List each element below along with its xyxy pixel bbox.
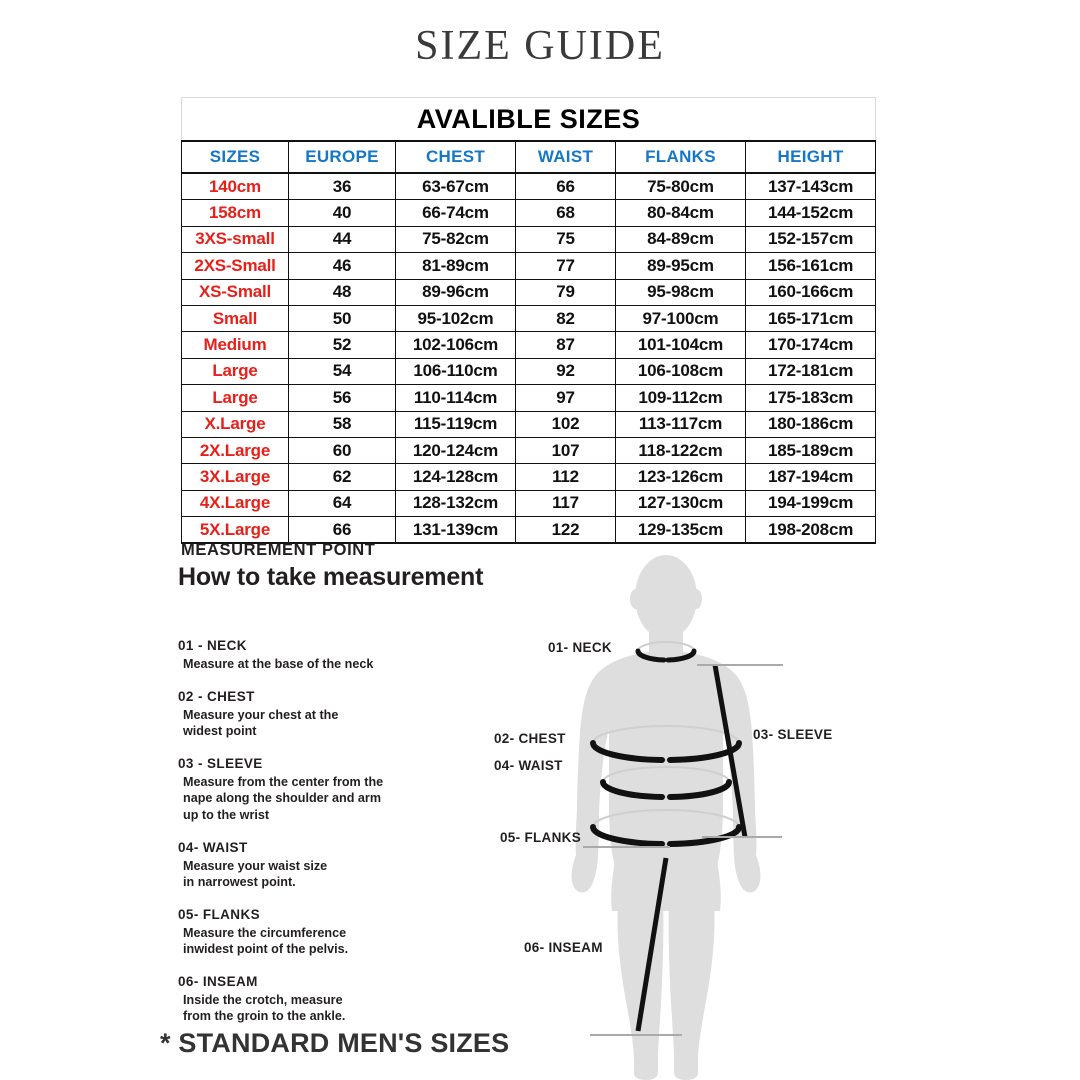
- cell-chest: 89-96cm: [396, 279, 516, 305]
- cell-height: 172-181cm: [746, 358, 876, 384]
- table-row: [182, 385, 876, 411]
- cell-europe: 44: [289, 226, 396, 252]
- cell-flanks: 97-100cm: [616, 305, 746, 331]
- cell-europe: 36: [289, 173, 396, 200]
- cell-height: 152-157cm: [746, 226, 876, 252]
- cell-chest: 81-89cm: [396, 253, 516, 279]
- cell-flanks: 106-108cm: [616, 358, 746, 384]
- measurement-item-title: 01 - NECK: [178, 638, 247, 653]
- column-header-waist: WAIST: [516, 141, 616, 173]
- cell-height: 187-194cm: [746, 464, 876, 490]
- measurement-item-title: 04- WAIST: [178, 839, 248, 855]
- figure-label-neck: 01- NECK: [548, 640, 612, 655]
- size-table-container: [181, 97, 875, 544]
- table-row: [182, 173, 876, 200]
- table-row: [182, 305, 876, 331]
- figure-label-sleeve: 03- SLEEVE: [753, 727, 833, 742]
- measurement-item: [178, 638, 478, 672]
- body-silhouette-svg: [470, 555, 900, 1080]
- cell-waist: 102: [516, 411, 616, 437]
- cell-waist: 79: [516, 279, 616, 305]
- measurement-item-description: Measure your chest at the widest point: [183, 708, 339, 739]
- cell-chest: 66-74cm: [396, 200, 516, 226]
- table-row: [182, 437, 876, 463]
- figure-label-chest: 02- CHEST: [494, 731, 566, 746]
- measurement-instruction-list: [178, 638, 478, 1041]
- cell-europe: 64: [289, 490, 396, 516]
- cell-height: 137-143cm: [746, 173, 876, 200]
- table-caption: AVALIBLE SIZES: [182, 98, 876, 142]
- cell-europe: 52: [289, 332, 396, 358]
- cell-chest: 95-102cm: [396, 305, 516, 331]
- page-title: SIZE GUIDE: [415, 23, 665, 69]
- cell-size: 2XS-Small: [182, 253, 289, 279]
- body-figure: [470, 555, 900, 1080]
- table-row: [182, 358, 876, 384]
- figure-label-inseam: 06- INSEAM: [524, 940, 603, 955]
- measurement-item-title: 05- FLANKS: [178, 906, 261, 922]
- measurement-item: [178, 689, 478, 739]
- cell-europe: 54: [289, 358, 396, 384]
- column-header-height: HEIGHT: [746, 141, 876, 173]
- cell-flanks: 113-117cm: [616, 411, 746, 437]
- cell-height: 185-189cm: [746, 437, 876, 463]
- column-header-europe: EUROPE: [289, 141, 396, 173]
- measurement-item-title: 02 - CHEST: [178, 689, 255, 705]
- cell-europe: 62: [289, 464, 396, 490]
- how-to-take-measurement-heading: How to take measurement: [178, 563, 484, 591]
- cell-size: 158cm: [182, 200, 289, 226]
- cell-size: Small: [182, 305, 289, 331]
- column-header-chest: CHEST: [396, 141, 516, 173]
- measurement-item-description: Measure from the center from the nape along the shoulder and arm up to the wrist: [183, 775, 384, 822]
- cell-waist: 77: [516, 253, 616, 279]
- table-row: [182, 411, 876, 437]
- measurement-item-description: Inside the crotch, measure from the groin to the ankle.: [183, 993, 346, 1024]
- table-row: [182, 332, 876, 358]
- cell-chest: 124-128cm: [396, 464, 516, 490]
- body-shape: [572, 555, 761, 1080]
- cell-waist: 75: [516, 226, 616, 252]
- cell-flanks: 118-122cm: [616, 437, 746, 463]
- cell-size: Large: [182, 358, 289, 384]
- table-row: [182, 464, 876, 490]
- cell-waist: 82: [516, 305, 616, 331]
- cell-height: 170-174cm: [746, 332, 876, 358]
- cell-waist: 92: [516, 358, 616, 384]
- table-header-row: [182, 141, 876, 173]
- cell-height: 144-152cm: [746, 200, 876, 226]
- cell-chest: 102-106cm: [396, 332, 516, 358]
- table-row: [182, 226, 876, 252]
- cell-waist: 97: [516, 385, 616, 411]
- cell-size: 4X.Large: [182, 490, 289, 516]
- cell-flanks: 109-112cm: [616, 385, 746, 411]
- cell-height: 194-199cm: [746, 490, 876, 516]
- cell-flanks: 123-126cm: [616, 464, 746, 490]
- cell-waist: 68: [516, 200, 616, 226]
- cell-flanks: 101-104cm: [616, 332, 746, 358]
- cell-chest: 120-124cm: [396, 437, 516, 463]
- measurement-item: [178, 974, 478, 1024]
- measurement-item-description: Measure at the base of the neck: [183, 657, 374, 671]
- cell-flanks: 95-98cm: [616, 279, 746, 305]
- cell-size: 5X.Large: [182, 517, 289, 544]
- cell-height: 175-183cm: [746, 385, 876, 411]
- cell-height: 156-161cm: [746, 253, 876, 279]
- measurement-item: [178, 907, 478, 957]
- cell-chest: 75-82cm: [396, 226, 516, 252]
- cell-flanks: 84-89cm: [616, 226, 746, 252]
- table-row: [182, 279, 876, 305]
- cell-flanks: 89-95cm: [616, 253, 746, 279]
- cell-waist: 107: [516, 437, 616, 463]
- cell-europe: 48: [289, 279, 396, 305]
- cell-size: 3X.Large: [182, 464, 289, 490]
- measurement-item: [178, 840, 478, 890]
- cell-europe: 56: [289, 385, 396, 411]
- cell-chest: 106-110cm: [396, 358, 516, 384]
- column-header-flanks: FLANKS: [616, 141, 746, 173]
- measurement-item-description: Measure your waist size in narrowest point.: [183, 858, 328, 889]
- measurement-item-title: 06- INSEAM: [178, 974, 258, 990]
- cell-europe: 40: [289, 200, 396, 226]
- table-caption-row: [182, 98, 876, 142]
- table-row: [182, 490, 876, 516]
- size-table: [181, 97, 876, 544]
- figure-label-flanks: 05- FLANKS: [500, 830, 582, 845]
- cell-height: 160-166cm: [746, 279, 876, 305]
- cell-europe: 60: [289, 437, 396, 463]
- cell-height: 180-186cm: [746, 411, 876, 437]
- cell-europe: 58: [289, 411, 396, 437]
- standard-mens-sizes-footnote: * STANDARD MEN'S SIZES: [160, 1028, 510, 1058]
- cell-chest: 131-139cm: [396, 517, 516, 544]
- cell-waist: 117: [516, 490, 616, 516]
- cell-size: Medium: [182, 332, 289, 358]
- cell-chest: 115-119cm: [396, 411, 516, 437]
- cell-size: 3XS-small: [182, 226, 289, 252]
- cell-size: Large: [182, 385, 289, 411]
- cell-flanks: 127-130cm: [616, 490, 746, 516]
- cell-europe: 46: [289, 253, 396, 279]
- cell-chest: 110-114cm: [396, 385, 516, 411]
- table-row: [182, 517, 876, 544]
- measurement-point-kicker: MEASUREMENT POINT: [181, 541, 376, 559]
- table-row: [182, 253, 876, 279]
- cell-flanks: 75-80cm: [616, 173, 746, 200]
- cell-height: 165-171cm: [746, 305, 876, 331]
- cell-flanks: 129-135cm: [616, 517, 746, 544]
- cell-waist: 87: [516, 332, 616, 358]
- measurement-item-description: Measure the circumference inwidest point of the pelvis.: [183, 925, 349, 956]
- measurement-item-title: 03 - SLEEVE: [178, 756, 263, 772]
- cell-waist: 66: [516, 173, 616, 200]
- table-row: [182, 200, 876, 226]
- cell-waist: 112: [516, 464, 616, 490]
- cell-size: 140cm: [182, 173, 289, 200]
- cell-chest: 63-67cm: [396, 173, 516, 200]
- cell-size: 2X.Large: [182, 437, 289, 463]
- measurement-item: [178, 756, 478, 822]
- cell-height: 198-208cm: [746, 517, 876, 544]
- cell-size: X.Large: [182, 411, 289, 437]
- cell-europe: 66: [289, 517, 396, 544]
- figure-label-waist: 04- WAIST: [494, 758, 563, 773]
- cell-chest: 128-132cm: [396, 490, 516, 516]
- column-header-sizes: SIZES: [182, 141, 289, 173]
- cell-europe: 50: [289, 305, 396, 331]
- cell-size: XS-Small: [182, 279, 289, 305]
- cell-waist: 122: [516, 517, 616, 544]
- cell-flanks: 80-84cm: [616, 200, 746, 226]
